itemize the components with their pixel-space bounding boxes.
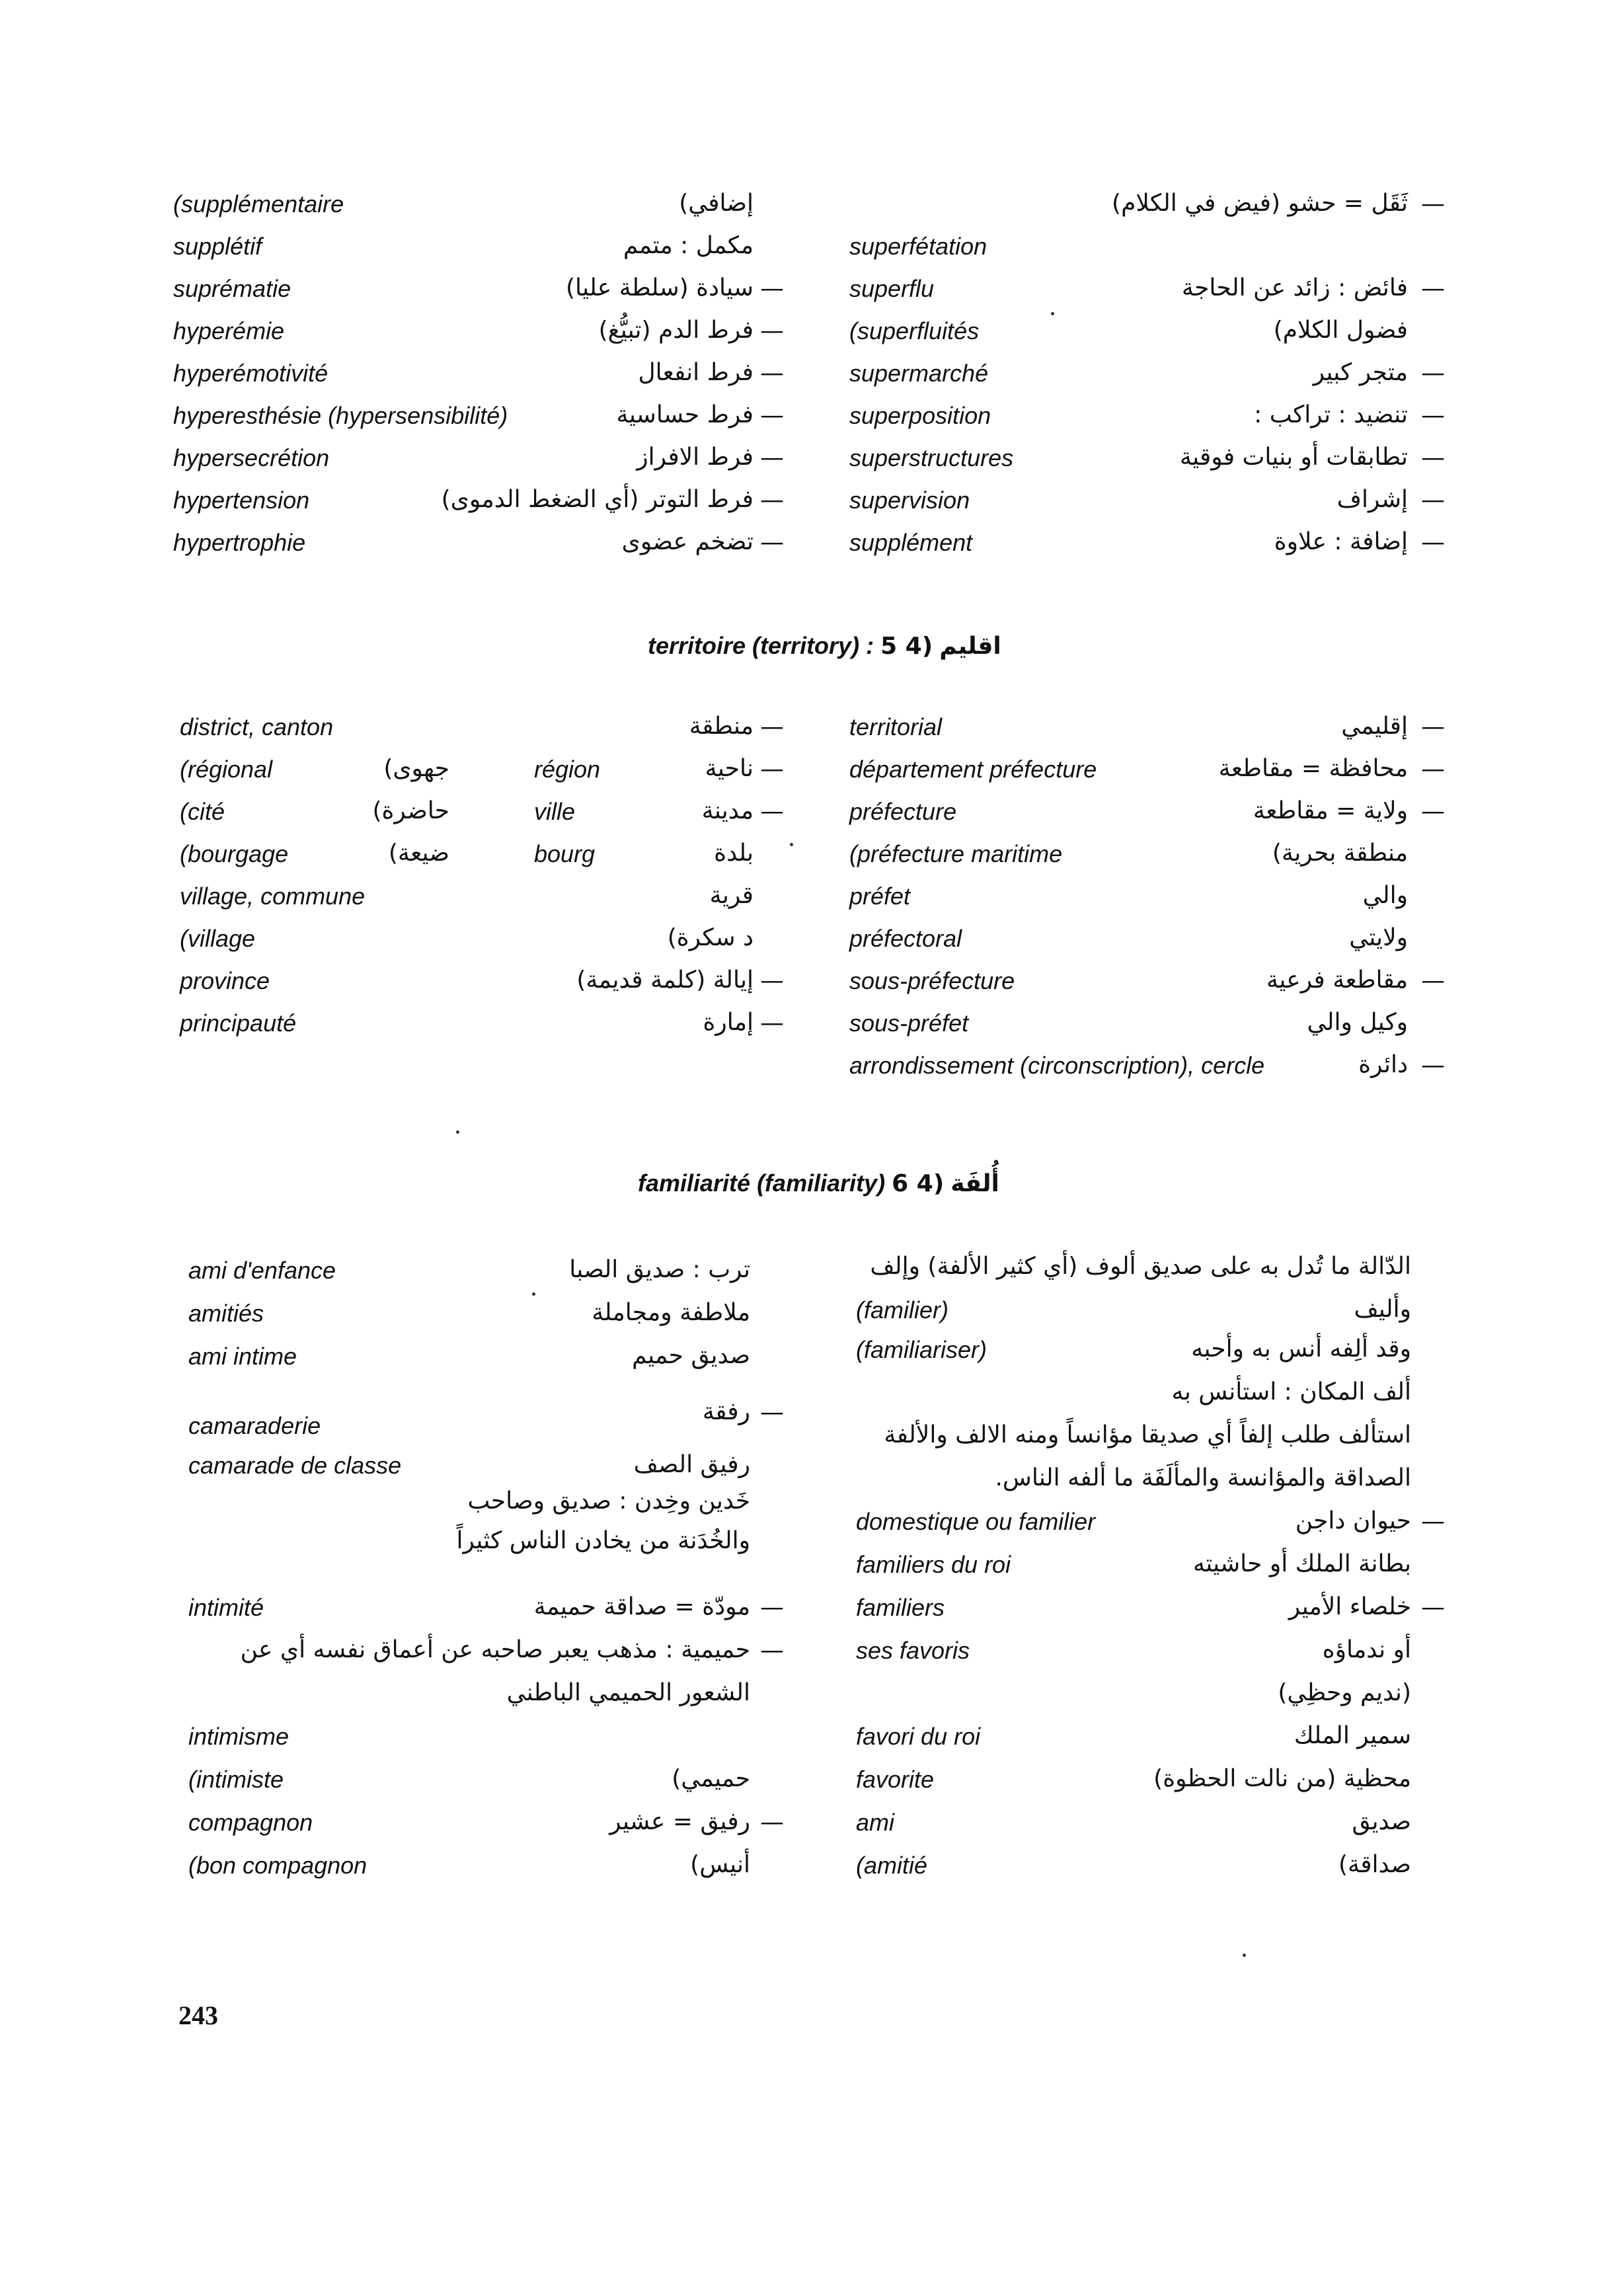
top-left-entry-fr: hyperémie: [173, 317, 285, 344]
scan-speck: [790, 843, 793, 846]
s46-left-entry-fr: compagnon: [188, 1809, 313, 1836]
top-left-entry-dash: —: [760, 402, 784, 429]
s46-right-entry-ar: الدّالة ما تُدل به على صديق ألوف (أي كثير الألفة) وإلف: [870, 1253, 1411, 1280]
top-right-entry-ar: إضافة : علاوة: [1274, 528, 1408, 555]
s45-right-entry-fr: arrondissement (circonscription), cercle: [849, 1052, 1265, 1079]
s46-left-entry-fr: (bon compagnon: [188, 1852, 367, 1879]
top-left-entry-dash: —: [760, 317, 784, 344]
s46-left-entry-ar: خَدين وخِدن : صديق وصاحب: [467, 1487, 750, 1515]
s45-left-entry-dash: —: [760, 798, 784, 825]
top-right-entry-fr: superposition: [849, 402, 991, 429]
top-right-entry-ar: تنضيد : تراكب :: [1254, 401, 1408, 428]
s45-left-entry-ar: بلدة: [714, 840, 754, 867]
s46-left-entry-fr: intimité: [188, 1594, 264, 1621]
s46-right-entry-fr: (familiariser): [856, 1336, 987, 1363]
top-right-entry-ar: فضول الكلام): [1273, 317, 1408, 344]
top-left-entry-fr: (supplémentaire: [173, 190, 344, 218]
s46-right-entry-fr: familiers: [856, 1594, 945, 1621]
s45-left-entry-ar: ناحية: [705, 755, 754, 782]
top-right-entry-fr: superfétation: [849, 233, 987, 260]
top-left-entry-fr: hyperémotivité: [173, 360, 329, 387]
s46-right-entry-ar: سمير الملك: [1294, 1722, 1411, 1749]
s45-left-entry-ar: إيالة (كلمة قديمة): [576, 967, 754, 994]
s46-right-entry-fr: favorite: [856, 1766, 935, 1793]
top-left-entry-fr: hypertrophie: [173, 529, 306, 556]
s46-right-entry-fr: ami: [856, 1809, 895, 1836]
s45-left-entry-ar: منطقة: [689, 713, 754, 740]
top-left-entry-ar: فرط حساسية: [616, 401, 754, 428]
s46-left-entry-ar: رفيق الصف: [633, 1451, 750, 1478]
s46-left-entry-fr: amitiés: [188, 1300, 264, 1327]
top-right-entry-dash: —: [1421, 444, 1445, 471]
s46-right-entry-ar: خلصاء الأمير: [1288, 1593, 1411, 1620]
s45-right-entry-dash: —: [1421, 798, 1445, 825]
top-right-entry-ar: إشراف: [1336, 486, 1408, 513]
s45-right-entry-ar: وكيل والي: [1307, 1009, 1408, 1036]
top-right-entry-fr: supplément: [849, 529, 973, 556]
s45-right-entry-ar: ولايتي: [1349, 924, 1408, 951]
s46-left-entry-ar: رفقة: [702, 1398, 750, 1425]
section-45-number: (4 5: [880, 633, 933, 660]
top-right-entry-fr: supervision: [849, 487, 970, 514]
s46-right-entry-ar: الصداقة والمؤانسة والمألَفَة ما ألفه الناس.: [995, 1464, 1411, 1491]
s45-left-entry-ar: مدينة: [701, 797, 754, 824]
top-right-entry-fr: supermarché: [849, 360, 989, 387]
s45-right-entry-fr: préfectoral: [849, 925, 962, 952]
s45-left-entry-fr2: bourg: [534, 840, 596, 867]
s46-right-entry-fr: (amitié: [856, 1852, 928, 1879]
s45-right-entry-fr: territorial: [849, 713, 943, 740]
top-right-entry-ar: فائض : زائد عن الحاجة: [1181, 274, 1408, 301]
s46-left-entry-ar: مودّة = صداقة حميمة: [533, 1593, 750, 1620]
scan-speck: [1243, 1954, 1246, 1957]
top-right-entry-fr: superflu: [849, 275, 935, 302]
s45-right-entry-dash: —: [1421, 967, 1445, 994]
top-left-entry-fr: supplétif: [173, 233, 262, 260]
s45-right-entry-ar: إقليمي: [1341, 713, 1408, 740]
top-left-entry-ar: سيادة (سلطة عليا): [565, 274, 754, 301]
top-right-entry-dash: —: [1421, 402, 1445, 429]
top-left-entry-ar: فرط الدم (تبيُّغ): [598, 317, 754, 344]
s46-right-entry-ar: محظية (من نالت الحظوة): [1153, 1765, 1411, 1792]
top-left-entry-ar: تضخم عضوى: [621, 528, 754, 555]
s46-left-entry-dash: —: [760, 1809, 784, 1836]
scan-speck: [1051, 312, 1054, 315]
s45-right-entry-dash: —: [1421, 713, 1445, 740]
s46-right-entry-dash: —: [1421, 1594, 1445, 1621]
top-left-entry-dash: —: [760, 487, 784, 514]
top-left-entry-fr: hyperesthésie (hypersensibilité): [173, 402, 508, 429]
top-left-entry-ar: مكمل : متمم: [623, 232, 754, 259]
s45-right-entry-ar: منطقة بحرية): [1272, 840, 1408, 867]
s45-left-entry-ar: إمارة: [703, 1009, 754, 1036]
s46-right-entry-ar: استألف طلب إلفاً أي صديقا مؤانساً ومنه الالف والألفة: [884, 1421, 1411, 1448]
s45-left-entry-dash: —: [760, 1009, 784, 1037]
section-45-heading: [648, 629, 1001, 663]
top-left-entry-dash: —: [760, 444, 784, 471]
s46-right-entry-dash: —: [1421, 1508, 1445, 1535]
s46-right-entry-fr: domestique ou familier: [856, 1508, 1096, 1535]
s45-right-entry-fr: (préfecture maritime: [849, 840, 1063, 867]
section-46-number: (4 6: [892, 1170, 945, 1197]
s46-left-entry-dash: —: [760, 1399, 784, 1426]
s46-right-entry-ar: حيوان داجن: [1295, 1507, 1411, 1534]
section-46-heading-fr: familiarité (familiarity): [638, 1169, 886, 1197]
top-left-entry-ar: إضافي): [679, 190, 754, 217]
s46-left-entry-ar: رفيق = عشير: [609, 1808, 750, 1835]
top-right-entry-ar: تطابقات أو بنيات فوقية: [1179, 444, 1408, 471]
s45-right-entry-ar: والي: [1362, 882, 1408, 909]
s45-left-entry-fr: principauté: [180, 1009, 297, 1037]
top-left-entry-fr: suprématie: [173, 275, 291, 302]
section-46-heading-ar: أُلفَة: [950, 1170, 999, 1197]
top-right-entry-ar: ثَقَل = حشو (فيض في الكلام): [1112, 190, 1408, 217]
s46-left-entry-ar: حميمي): [672, 1765, 750, 1792]
s46-left-entry-dash: —: [760, 1637, 784, 1664]
top-right-entry-dash: —: [1421, 190, 1445, 218]
s46-left-entry-ar: ملاطفة ومجاملة: [592, 1299, 750, 1326]
s46-right-entry-ar: بطانة الملك أو حاشيته: [1192, 1550, 1411, 1577]
s45-right-entry-dash: —: [1421, 756, 1445, 783]
s45-left-entry-ar2: حاضرة): [372, 797, 449, 824]
s45-left-entry-fr: (bourgage: [180, 840, 289, 867]
top-left-entry-dash: —: [760, 275, 784, 302]
s46-right-entry-fr: (familier): [856, 1296, 948, 1324]
s46-left-entry-fr: intimisme: [188, 1723, 290, 1750]
s45-right-entry-ar: دائرة: [1358, 1051, 1408, 1078]
s45-right-entry-fr: sous-préfecture: [849, 967, 1015, 994]
s45-left-entry-fr: (village: [180, 925, 256, 952]
s46-right-entry-ar: وأليف: [1354, 1296, 1411, 1323]
s46-right-entry-ar: (نديم وحظِي): [1278, 1679, 1411, 1706]
s45-left-entry-dash: —: [760, 756, 784, 783]
s45-right-entry-ar: محافظة = مقاطعة: [1218, 755, 1408, 782]
s46-left-entry-fr: camarade de classe: [188, 1452, 402, 1479]
s45-right-entry-ar: ولاية = مقاطعة: [1253, 797, 1408, 824]
top-right-entry-dash: —: [1421, 360, 1445, 387]
scan-speck: [456, 1130, 459, 1134]
top-right-entry-fr: superstructures: [849, 444, 1014, 471]
s46-left-entry-fr: camaraderie: [188, 1412, 321, 1439]
s46-left-entry-ar: أنيس): [690, 1851, 750, 1878]
top-left-entry-fr: hypertension: [173, 487, 310, 514]
s45-right-entry-ar: مقاطعة فرعية: [1266, 967, 1408, 994]
s46-right-entry-ar: ألف المكان : استأنس به: [1171, 1378, 1411, 1405]
s45-left-entry-dash: —: [760, 967, 784, 994]
s46-left-entry-fr: ami d'enfance: [188, 1257, 336, 1284]
s45-left-entry-ar: قرية: [709, 882, 754, 909]
s45-left-entry-ar: د سكرة): [667, 924, 754, 951]
s46-right-entry-fr: ses favoris: [856, 1637, 970, 1664]
top-right-entry-dash: —: [1421, 529, 1445, 556]
s46-right-entry-ar: صديق: [1352, 1808, 1411, 1835]
s45-left-entry-dash: —: [760, 713, 784, 740]
s46-right-entry-ar: أو ندماؤه: [1322, 1636, 1411, 1663]
top-right-entry-dash: —: [1421, 275, 1445, 302]
s45-left-entry-ar2: جهوى): [383, 755, 449, 782]
section-45-heading-ar: اقليم: [939, 633, 1001, 660]
s45-right-entry-fr: département préfecture: [849, 756, 1097, 783]
section-46-heading: [638, 1167, 999, 1201]
s45-left-entry-fr: (cité: [180, 798, 225, 825]
page-number: 243: [178, 2000, 218, 2030]
top-right-entry-fr: (superfluités: [849, 317, 980, 344]
s45-right-entry-fr: préfet: [849, 883, 911, 910]
top-left-entry-dash: —: [760, 360, 784, 387]
s46-left-entry-ar: ترب : صديق الصبا: [569, 1256, 750, 1283]
s46-left-entry-ar: صديق حميم: [632, 1342, 750, 1369]
s45-left-entry-fr2: ville: [534, 798, 576, 825]
s45-right-entry-dash: —: [1421, 1052, 1445, 1079]
top-left-entry-ar: فرط انفعال: [638, 359, 754, 386]
s46-right-entry-ar: وقد ألِفه أنس به وأحبه: [1191, 1335, 1411, 1363]
s45-left-entry-fr: village, commune: [180, 883, 366, 910]
s46-right-entry-fr: familiers du roi: [856, 1551, 1011, 1578]
s45-left-entry-fr: district, canton: [180, 713, 334, 740]
section-45-heading-fr: territoire (territory) :: [648, 632, 874, 659]
top-left-entry-dash: —: [760, 529, 784, 556]
s45-left-entry-fr: (régional: [180, 756, 273, 783]
s46-left-entry-ar: الشعور الحميمي الباطني: [506, 1679, 750, 1706]
s45-right-entry-fr: sous-préfet: [849, 1009, 969, 1037]
scan-speck: [532, 1292, 535, 1296]
s45-right-entry-fr: préfecture: [849, 798, 957, 825]
top-left-entry-ar: فرط الافراز: [637, 444, 754, 471]
top-right-entry-ar: متجر كبير: [1313, 359, 1408, 386]
s46-left-entry-ar: والخُدَنة من يخادن الناس كثيراً: [456, 1527, 750, 1554]
s46-left-entry-fr: (intimiste: [188, 1766, 284, 1793]
s46-right-entry-ar: صداقة): [1338, 1851, 1411, 1878]
top-left-entry-fr: hypersecrétion: [173, 444, 330, 471]
s46-right-entry-fr: favori du roi: [856, 1723, 981, 1750]
top-left-entry-ar: فرط التوتر (أي الضغط الدموى): [441, 486, 754, 513]
s45-left-entry-ar2: ضيعة): [388, 840, 449, 867]
s45-left-entry-fr: province: [180, 967, 270, 994]
s45-left-entry-fr2: région: [534, 756, 601, 783]
top-right-entry-dash: —: [1421, 487, 1445, 514]
s46-left-entry-dash: —: [760, 1594, 784, 1621]
s46-left-entry-fr: ami intime: [188, 1343, 297, 1370]
s46-left-entry-ar: حميمية : مذهب يعبر صاحبه عن أعماق نفسه أي عن: [240, 1636, 750, 1663]
